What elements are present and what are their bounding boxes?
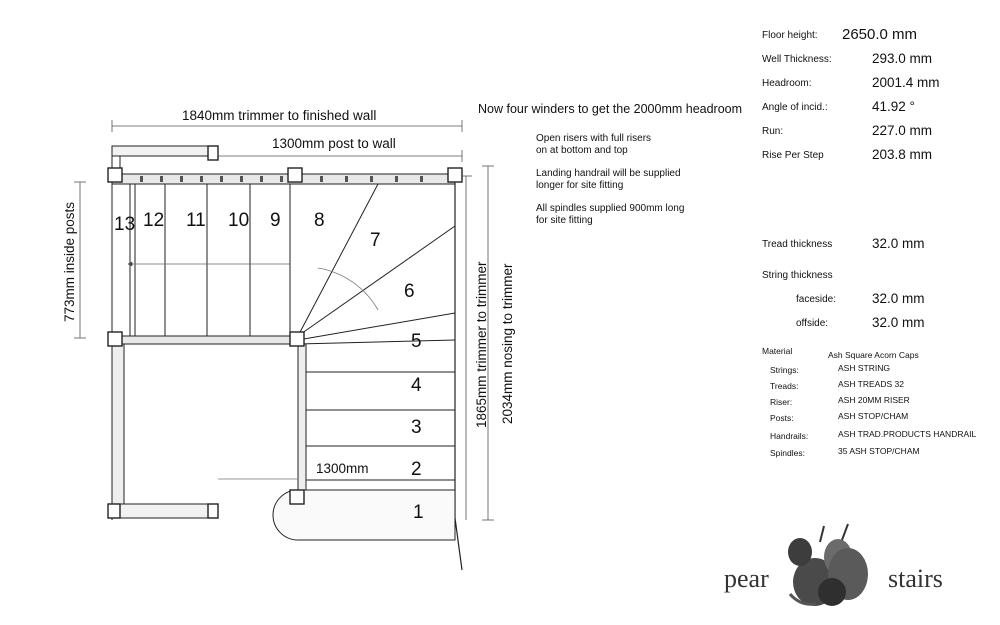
dim-nosing-to-trimmer: 2034mm nosing to trimmer (500, 263, 515, 424)
upper-flight (112, 146, 455, 520)
dim-trimmer-to-wall: 1840mm trimmer to finished wall (182, 108, 377, 123)
spec-well-thickness-value: 293.0 mm (872, 51, 933, 66)
dim-flight-width: 1300mm (316, 461, 369, 476)
step-number: 5 (411, 331, 422, 352)
dimension-line-1865 (460, 176, 472, 520)
winder-treads (298, 184, 455, 344)
note-risers-line2: on at bottom and top (536, 145, 628, 156)
spec-run-label: Run: (762, 126, 784, 137)
materials-heading: Material (762, 346, 793, 356)
materials-caps: Ash Square Acorn Caps (828, 350, 919, 360)
material-value: ASH STOP/CHAM (838, 411, 909, 421)
note-handrail-line1: Landing handrail will be supplied (536, 168, 681, 179)
dim-inside-posts: 773mm inside posts (62, 201, 77, 322)
spec-headroom-label: Headroom: (762, 78, 812, 89)
step-number: 3 (411, 417, 422, 438)
step-number: 11 (186, 210, 206, 231)
step-number: 4 (411, 375, 422, 396)
spec-headroom-value: 2001.4 mm (872, 75, 940, 90)
dim-trimmer-to-trimmer: 1865mm trimmer to trimmer (474, 261, 489, 428)
spec-offside-value: 32.0 mm (872, 315, 925, 330)
step-number: 10 (228, 210, 250, 231)
spec-rise-label: Rise Per Step (762, 150, 824, 161)
material-label: Riser: (770, 397, 793, 407)
material-label: Treads: (770, 381, 799, 391)
spec-floor-height-value: 2650.0 mm (842, 26, 918, 43)
spec-tread-thickness-label: Tread thickness (762, 239, 833, 250)
step-number: 8 (314, 210, 325, 231)
newel-posts (108, 146, 462, 518)
step-number: 6 (404, 281, 415, 302)
material-value: ASH TREADS 32 (838, 379, 904, 389)
spec-offside-label: offside: (796, 318, 829, 329)
spec-run-value: 227.0 mm (872, 123, 933, 138)
note-risers-line1: Open risers with full risers (536, 133, 652, 144)
material-label: Handrails: (770, 431, 809, 441)
pears-graphic (720, 512, 960, 612)
right-wall (455, 176, 462, 570)
material-value: ASH STRING (838, 363, 890, 373)
dimension-line-1300-post (218, 150, 462, 162)
dim-post-to-wall: 1300mm post to wall (272, 136, 396, 151)
spec-tread-thickness-value: 32.0 mm (872, 236, 925, 251)
logo-word-stairs: stairs (888, 564, 943, 593)
material-label: Strings: (770, 365, 799, 375)
material-value: ASH TRAD.PRODUCTS HANDRAIL (838, 429, 977, 439)
lower-flight (112, 340, 455, 540)
material-value: 35 ASH STOP/CHAM (838, 446, 920, 456)
note-handrail-line2: longer for site fitting (536, 180, 624, 191)
step-number: 7 (370, 230, 381, 251)
step-number: 13 (114, 214, 136, 235)
notes-headline: Now four winders to get the 2000mm headroom (478, 102, 743, 116)
material-value: ASH 20MM RISER (838, 395, 910, 405)
material-label: Posts: (770, 413, 794, 423)
step-number: 9 (270, 210, 281, 231)
spec-floor-height-label: Floor height: (762, 30, 818, 41)
logo-word-pear: pear (724, 564, 769, 593)
pear-stairs-logo (720, 512, 960, 612)
spec-string-thickness-label: String thickness (762, 270, 833, 281)
spec-angle-value: 41.92 ° (872, 99, 915, 114)
step-number: 1 (413, 502, 424, 523)
spec-well-thickness-label: Well Thickness: (762, 54, 832, 65)
spec-faceside-label: faceside: (796, 294, 837, 305)
note-spindles-line2: for site fitting (536, 215, 593, 226)
spec-faceside-value: 32.0 mm (872, 291, 925, 306)
spec-rise-value: 203.8 mm (872, 147, 933, 162)
spec-angle-label: Angle of incid.: (762, 102, 828, 113)
material-label: Spindles: (770, 448, 805, 458)
note-spindles-line1: All spindles supplied 900mm long (536, 203, 685, 214)
step-number: 12 (143, 210, 165, 231)
step-number: 2 (411, 459, 422, 480)
